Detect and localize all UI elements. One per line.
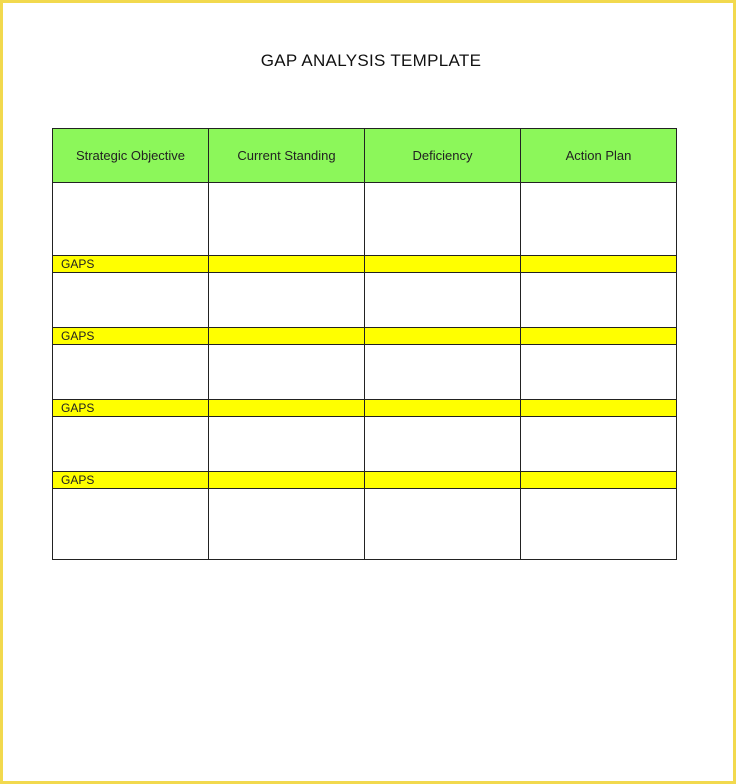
table-row (53, 417, 677, 472)
gap-label: GAPS (53, 328, 209, 345)
gap-cell[interactable] (521, 472, 677, 489)
table-cell[interactable] (53, 489, 209, 560)
table-cell[interactable] (53, 273, 209, 328)
gap-row (53, 400, 677, 417)
table-cell[interactable] (209, 417, 365, 472)
gap-label: GAPS (53, 400, 209, 417)
gap-cell[interactable] (521, 256, 677, 273)
gap-cell[interactable] (209, 400, 365, 417)
header-strategic-objective: Strategic Objective (53, 129, 209, 183)
table-cell[interactable] (209, 489, 365, 560)
header-deficiency: Deficiency (365, 129, 521, 183)
gap-cell[interactable] (209, 328, 365, 345)
table-cell[interactable] (365, 489, 521, 560)
table-cell[interactable] (365, 417, 521, 472)
gap-analysis-table (52, 128, 677, 560)
gap-cell[interactable] (521, 328, 677, 345)
page-title: GAP ANALYSIS TEMPLATE (260, 51, 482, 70)
table-cell[interactable] (521, 417, 677, 472)
gap-cell[interactable] (365, 328, 521, 345)
gap-cell[interactable] (365, 400, 521, 417)
table-cell[interactable] (521, 345, 677, 400)
table-header-row (53, 129, 677, 183)
table-cell[interactable] (521, 183, 677, 256)
table-cell[interactable] (365, 183, 521, 256)
gap-cell[interactable] (365, 256, 521, 273)
gap-label: GAPS (53, 256, 209, 273)
table-cell[interactable] (209, 183, 365, 256)
gap-row (53, 472, 677, 489)
table-cell[interactable] (209, 273, 365, 328)
gap-cell[interactable] (209, 256, 365, 273)
gap-row (53, 328, 677, 345)
table-row (53, 345, 677, 400)
table-cell[interactable] (365, 345, 521, 400)
table-cell[interactable] (521, 489, 677, 560)
table-cell[interactable] (53, 345, 209, 400)
table-cell[interactable] (53, 183, 209, 256)
table-cell[interactable] (521, 273, 677, 328)
table-cell[interactable] (53, 417, 209, 472)
gap-label: GAPS (53, 472, 209, 489)
gap-cell[interactable] (209, 472, 365, 489)
table-row (53, 183, 677, 256)
table-row (53, 489, 677, 560)
gap-cell[interactable] (521, 400, 677, 417)
table-cell[interactable] (209, 345, 365, 400)
header-current-standing: Current Standing (209, 129, 365, 183)
table-row (53, 273, 677, 328)
gap-cell[interactable] (365, 472, 521, 489)
table-cell[interactable] (365, 273, 521, 328)
gap-row (53, 256, 677, 273)
header-action-plan: Action Plan (521, 129, 677, 183)
